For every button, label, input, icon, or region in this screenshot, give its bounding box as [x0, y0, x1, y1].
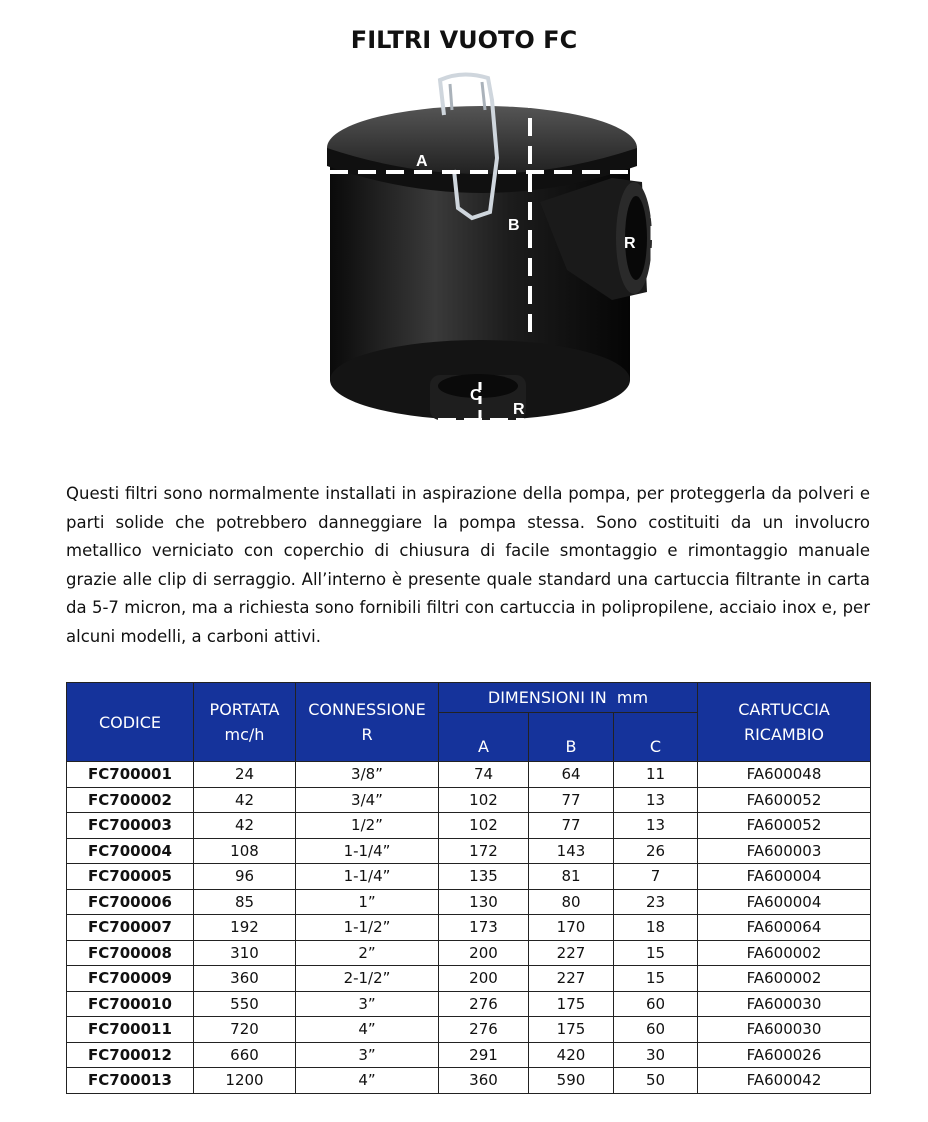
product-table	[66, 682, 871, 1094]
cell-codice: FC700005	[67, 864, 194, 890]
cell-codice: FC700008	[67, 940, 194, 966]
cell-dim-b: 175	[529, 1017, 614, 1043]
cell-codice: FC700011	[67, 1017, 194, 1043]
cell-cartuccia: FA600030	[698, 991, 871, 1017]
table-row	[67, 813, 871, 839]
cell-cartuccia: FA600048	[698, 762, 871, 788]
label-b: B	[508, 217, 520, 234]
cell-cartuccia: FA600003	[698, 838, 871, 864]
cell-dim-a: 102	[439, 813, 529, 839]
cell-dim-c: 26	[614, 838, 698, 864]
cell-portata: 1200	[194, 1068, 296, 1094]
cell-cartuccia: FA600004	[698, 889, 871, 915]
cell-dim-a: 200	[439, 966, 529, 992]
table-row	[67, 762, 871, 788]
cell-portata: 192	[194, 915, 296, 941]
cell-dim-a: 276	[439, 1017, 529, 1043]
cell-codice: FC700003	[67, 813, 194, 839]
cell-codice: FC700010	[67, 991, 194, 1017]
cell-codice: FC700006	[67, 889, 194, 915]
cell-portata: 550	[194, 991, 296, 1017]
cell-connessione: 3”	[296, 991, 439, 1017]
table-row	[67, 991, 871, 1017]
cell-codice: FC700009	[67, 966, 194, 992]
header-dimensioni: DIMENSIONI IN mm	[439, 683, 698, 713]
label-r-bottom: R	[513, 401, 525, 418]
cell-connessione: 4”	[296, 1068, 439, 1094]
cell-dim-c: 13	[614, 813, 698, 839]
cell-connessione: 4”	[296, 1017, 439, 1043]
header-cartuccia-line1: CARTUCCIA	[738, 700, 830, 719]
cell-dim-b: 143	[529, 838, 614, 864]
page-title: FILTRI VUOTO FC	[350, 26, 578, 54]
cell-connessione: 1-1/4”	[296, 864, 439, 890]
header-cartuccia-line2: RICAMBIO	[743, 725, 825, 744]
cell-dim-b: 420	[529, 1042, 614, 1068]
header-connessione-line2: R	[361, 725, 373, 744]
label-r-side: R	[624, 235, 636, 252]
cell-dim-a: 276	[439, 991, 529, 1017]
header-portata-line1: PORTATA	[209, 700, 280, 719]
table-row	[67, 1042, 871, 1068]
cell-dim-b: 227	[529, 940, 614, 966]
cell-codice: FC700002	[67, 787, 194, 813]
cell-dim-b: 590	[529, 1068, 614, 1094]
cell-portata: 85	[194, 889, 296, 915]
cell-connessione: 1-1/2”	[296, 915, 439, 941]
cell-cartuccia: FA600064	[698, 915, 871, 941]
cell-portata: 310	[194, 940, 296, 966]
header-connessione	[296, 683, 439, 762]
cell-connessione: 1”	[296, 889, 439, 915]
cell-connessione: 3”	[296, 1042, 439, 1068]
label-c: C	[470, 387, 482, 404]
cell-connessione: 2-1/2”	[296, 966, 439, 992]
table-row	[67, 915, 871, 941]
label-a: A	[416, 153, 428, 170]
cell-dim-c: 7	[614, 864, 698, 890]
cell-portata: 42	[194, 813, 296, 839]
cell-dim-a: 74	[439, 762, 529, 788]
filter-product-photo	[312, 70, 652, 470]
table-row	[67, 864, 871, 890]
table-row	[67, 1017, 871, 1043]
cell-dim-b: 227	[529, 966, 614, 992]
cell-dim-a: 291	[439, 1042, 529, 1068]
cell-codice: FC700001	[67, 762, 194, 788]
cell-dim-b: 64	[529, 762, 614, 788]
cell-dim-a: 360	[439, 1068, 529, 1094]
header-portata-line2: mc/h	[224, 725, 265, 744]
cell-connessione: 1/2”	[296, 813, 439, 839]
cell-portata: 108	[194, 838, 296, 864]
cell-dim-c: 30	[614, 1042, 698, 1068]
cell-dim-a: 135	[439, 864, 529, 890]
cell-dim-c: 23	[614, 889, 698, 915]
cell-dim-a: 102	[439, 787, 529, 813]
cell-dim-c: 60	[614, 1017, 698, 1043]
cell-cartuccia: FA600002	[698, 940, 871, 966]
cell-cartuccia: FA600052	[698, 813, 871, 839]
cell-dim-b: 170	[529, 915, 614, 941]
header-connessione-line1: CONNESSIONE	[308, 700, 426, 719]
cell-portata: 42	[194, 787, 296, 813]
cell-connessione: 2”	[296, 940, 439, 966]
cell-dim-a: 172	[439, 838, 529, 864]
cell-dim-b: 81	[529, 864, 614, 890]
header-dim-a: A	[439, 713, 529, 762]
cell-dim-c: 50	[614, 1068, 698, 1094]
cell-dim-a: 200	[439, 940, 529, 966]
table-body	[67, 762, 871, 1094]
header-cartuccia	[698, 683, 871, 762]
cell-connessione: 3/8”	[296, 762, 439, 788]
cell-cartuccia: FA600002	[698, 966, 871, 992]
cell-codice: FC700004	[67, 838, 194, 864]
header-portata	[194, 683, 296, 762]
cell-connessione: 1-1/4”	[296, 838, 439, 864]
cell-cartuccia: FA600042	[698, 1068, 871, 1094]
cell-dim-c: 15	[614, 966, 698, 992]
cell-codice: FC700007	[67, 915, 194, 941]
table-row	[67, 1068, 871, 1094]
cell-connessione: 3/4”	[296, 787, 439, 813]
cell-dim-b: 175	[529, 991, 614, 1017]
cell-cartuccia: FA600026	[698, 1042, 871, 1068]
cell-dim-b: 77	[529, 813, 614, 839]
table-row	[67, 889, 871, 915]
cell-dim-c: 18	[614, 915, 698, 941]
header-dim-b: B	[529, 713, 614, 762]
header-dim-c: C	[614, 713, 698, 762]
cell-portata: 660	[194, 1042, 296, 1068]
cell-portata: 360	[194, 966, 296, 992]
cell-cartuccia: FA600004	[698, 864, 871, 890]
cell-dim-a: 130	[439, 889, 529, 915]
cell-cartuccia: FA600030	[698, 1017, 871, 1043]
cell-codice: FC700013	[67, 1068, 194, 1094]
header-codice: CODICE	[67, 683, 194, 762]
description-paragraph: Questi filtri sono normalmente installati in aspirazione della pompa, per proteggerla da polveri e parti solide che potrebbero danneggiare la pompa stessa. Sono costituiti da un involucro metallico verniciato con coperchio di chiusura di facile smontaggio e rimontaggio manuale grazie alle clip di serraggio. All’interno è presente quale standard una cartuccia filtrante in carta da 5-7 micron, ma a richiesta sono fornibili filtri con cartuccia in polipropilene, acciaio inox e, per alcuni modelli, a carboni attivi.	[66, 484, 870, 646]
cell-dim-b: 77	[529, 787, 614, 813]
cell-portata: 24	[194, 762, 296, 788]
cell-dim-a: 173	[439, 915, 529, 941]
table-row	[67, 966, 871, 992]
cell-portata: 720	[194, 1017, 296, 1043]
table-row	[67, 940, 871, 966]
cell-dim-c: 15	[614, 940, 698, 966]
cell-portata: 96	[194, 864, 296, 890]
cell-dim-c: 60	[614, 991, 698, 1017]
cell-codice: FC700012	[67, 1042, 194, 1068]
table-row	[67, 838, 871, 864]
cell-cartuccia: FA600052	[698, 787, 871, 813]
cell-dim-b: 80	[529, 889, 614, 915]
cell-dim-c: 13	[614, 787, 698, 813]
cell-dim-c: 11	[614, 762, 698, 788]
table-row	[67, 787, 871, 813]
